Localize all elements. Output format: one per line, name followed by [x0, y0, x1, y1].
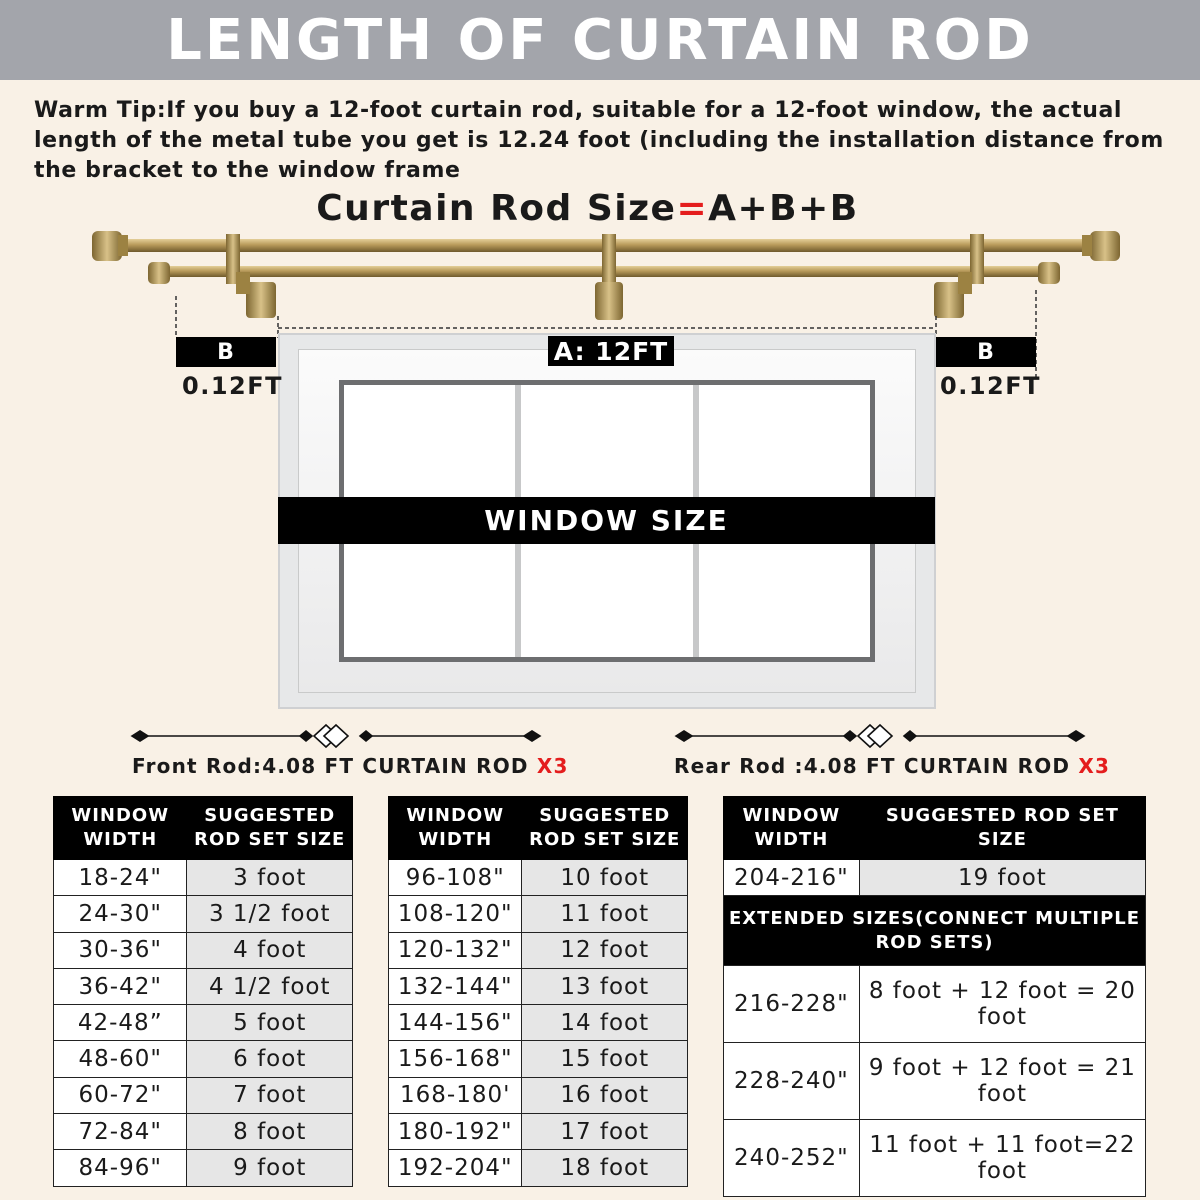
table-row: [54, 968, 353, 1004]
rod-size-cell: 5 foot: [187, 1005, 353, 1041]
table-row: [389, 932, 688, 968]
finial-right-rear: [1082, 231, 1120, 261]
window-width-cell: 72-84": [54, 1114, 187, 1150]
rod-size-cell: 3 1/2 foot: [187, 896, 353, 932]
table-row: [389, 1114, 688, 1150]
table-2-body: [389, 860, 688, 1187]
rod-size-cell: 11 foot: [522, 896, 688, 932]
finial-left-front: [148, 262, 170, 284]
table-row: [54, 860, 353, 896]
table-row: [389, 968, 688, 1004]
table-row: [54, 1114, 353, 1150]
rod-size-cell: 9 foot: [187, 1150, 353, 1186]
rod-size-cell: 17 foot: [522, 1114, 688, 1150]
window-width-cell: 180-192": [389, 1114, 522, 1150]
ornament-left: [132, 725, 540, 747]
b-label-right: B: [936, 337, 1036, 367]
rod-size-cell: 3 foot: [187, 860, 353, 896]
table-row: [724, 860, 1146, 896]
table-row: [54, 1041, 353, 1077]
warm-tip-text: Warm Tip:If you buy a 12-foot curtain rod, suitable for a 12-foot window, the actual length of the metal tube you get is 12.24 foot (including the installation distance from the bracket to the window frame: [34, 98, 1164, 183]
table-row: [54, 1077, 353, 1113]
table-row: [389, 1077, 688, 1113]
table-row: [54, 1150, 353, 1186]
rod-size-cell: 19 foot: [859, 860, 1145, 896]
header-window-width: WINDOW WIDTH: [389, 797, 522, 860]
window-width-cell: 60-72": [54, 1077, 187, 1113]
finial-left-rear: [92, 231, 128, 261]
header-window-width: WINDOW WIDTH: [54, 797, 187, 860]
a-label: A: 12FT: [548, 336, 674, 366]
formula-equals: =: [676, 188, 709, 229]
rod-size-cell: 4 1/2 foot: [187, 968, 353, 1004]
table-1-body: [54, 860, 353, 1187]
table-row: [724, 966, 1146, 1043]
curtain-rod-illustration: [0, 220, 1200, 330]
rod-size-cell: 16 foot: [522, 1077, 688, 1113]
rear-rod-multiplier: X3: [1078, 754, 1111, 778]
rod-size-cell: 13 foot: [522, 968, 688, 1004]
window-width-cell: 48-60": [54, 1041, 187, 1077]
extended-sizes-header: EXTENDED SIZES(CONNECT MULTIPLE ROD SETS): [724, 896, 1146, 966]
window-width-cell: 216-228": [724, 966, 860, 1043]
size-table-1: [53, 796, 353, 1187]
size-table-3: [723, 796, 1146, 1197]
window-width-cell: 36-42": [54, 968, 187, 1004]
size-table-2: [388, 796, 688, 1187]
table-3-body: [724, 860, 1146, 1197]
rod-size-cell: 11 foot + 11 foot=22 foot: [859, 1120, 1145, 1197]
window-width-cell: 168-180': [389, 1077, 522, 1113]
rod-size-cell: 15 foot: [522, 1041, 688, 1077]
rod-size-cell: 9 foot + 12 foot = 21 foot: [859, 1043, 1145, 1120]
front-rod-text: Front Rod:4.08 FT CURTAIN ROD: [132, 754, 537, 778]
header-suggested-size: SUGGESTED ROD SET SIZE: [859, 797, 1145, 860]
rod-size-cell: 8 foot: [187, 1114, 353, 1150]
rod-size-cell: 10 foot: [522, 860, 688, 896]
front-rod-caption: [132, 754, 569, 778]
window-width-cell: 30-36": [54, 932, 187, 968]
window-width-cell: 132-144": [389, 968, 522, 1004]
page-title: LENGTH OF CURTAIN ROD: [166, 7, 1034, 73]
table-row: [54, 932, 353, 968]
window-width-cell: 120-132": [389, 932, 522, 968]
window-width-cell: 240-252": [724, 1120, 860, 1197]
window-width-cell: 18-24": [54, 860, 187, 896]
rod-size-cell: 7 foot: [187, 1077, 353, 1113]
header-window-width: WINDOW WIDTH: [724, 797, 860, 860]
window-size-label: WINDOW SIZE: [278, 497, 935, 544]
table-row: [724, 1120, 1146, 1197]
window-width-cell: 156-168": [389, 1041, 522, 1077]
rod-size-cell: 14 foot: [522, 1005, 688, 1041]
table-row: [389, 1041, 688, 1077]
header-suggested-size: SUGGESTED ROD SET SIZE: [187, 797, 353, 860]
formula-left: Curtain Rod Size: [316, 188, 677, 229]
table-row: [724, 1043, 1146, 1120]
window-width-cell: 24-30": [54, 896, 187, 932]
window-width-cell: 96-108": [389, 860, 522, 896]
window-width-cell: 204-216": [724, 860, 860, 896]
rod-size-cell: 12 foot: [522, 932, 688, 968]
table-row: [54, 1005, 353, 1041]
b-value-left: 0.12FT: [182, 372, 283, 400]
rod-size-cell: 6 foot: [187, 1041, 353, 1077]
b-label-left: B: [176, 337, 276, 367]
table-row: [389, 896, 688, 932]
title-banner: [0, 0, 1200, 80]
window-width-cell: 192-204": [389, 1150, 522, 1186]
window-width-cell: 42-48”: [54, 1005, 187, 1041]
finial-right-front: [1038, 262, 1060, 284]
ornament-right: [676, 725, 1084, 747]
table-row: [54, 896, 353, 932]
extended-header-row: [724, 896, 1146, 966]
window-width-cell: 228-240": [724, 1043, 860, 1120]
table-row: [389, 1150, 688, 1186]
rear-rod-text: Rear Rod :4.08 FT CURTAIN ROD: [674, 754, 1079, 778]
rod-size-cell: 4 foot: [187, 932, 353, 968]
table-row: [389, 1005, 688, 1041]
rod-size-cell: 8 foot + 12 foot = 20 foot: [859, 966, 1145, 1043]
window-width-cell: 84-96": [54, 1150, 187, 1186]
table-row: [389, 860, 688, 896]
front-rod-multiplier: X3: [536, 754, 569, 778]
rod-size-cell: 18 foot: [522, 1150, 688, 1186]
window-width-cell: 108-120": [389, 896, 522, 932]
header-suggested-size: SUGGESTED ROD SET SIZE: [522, 797, 688, 860]
window-width-cell: 144-156": [389, 1005, 522, 1041]
formula-right: A+B+B: [708, 188, 859, 229]
b-value-right: 0.12FT: [940, 372, 1041, 400]
rear-rod-caption: [674, 754, 1110, 778]
